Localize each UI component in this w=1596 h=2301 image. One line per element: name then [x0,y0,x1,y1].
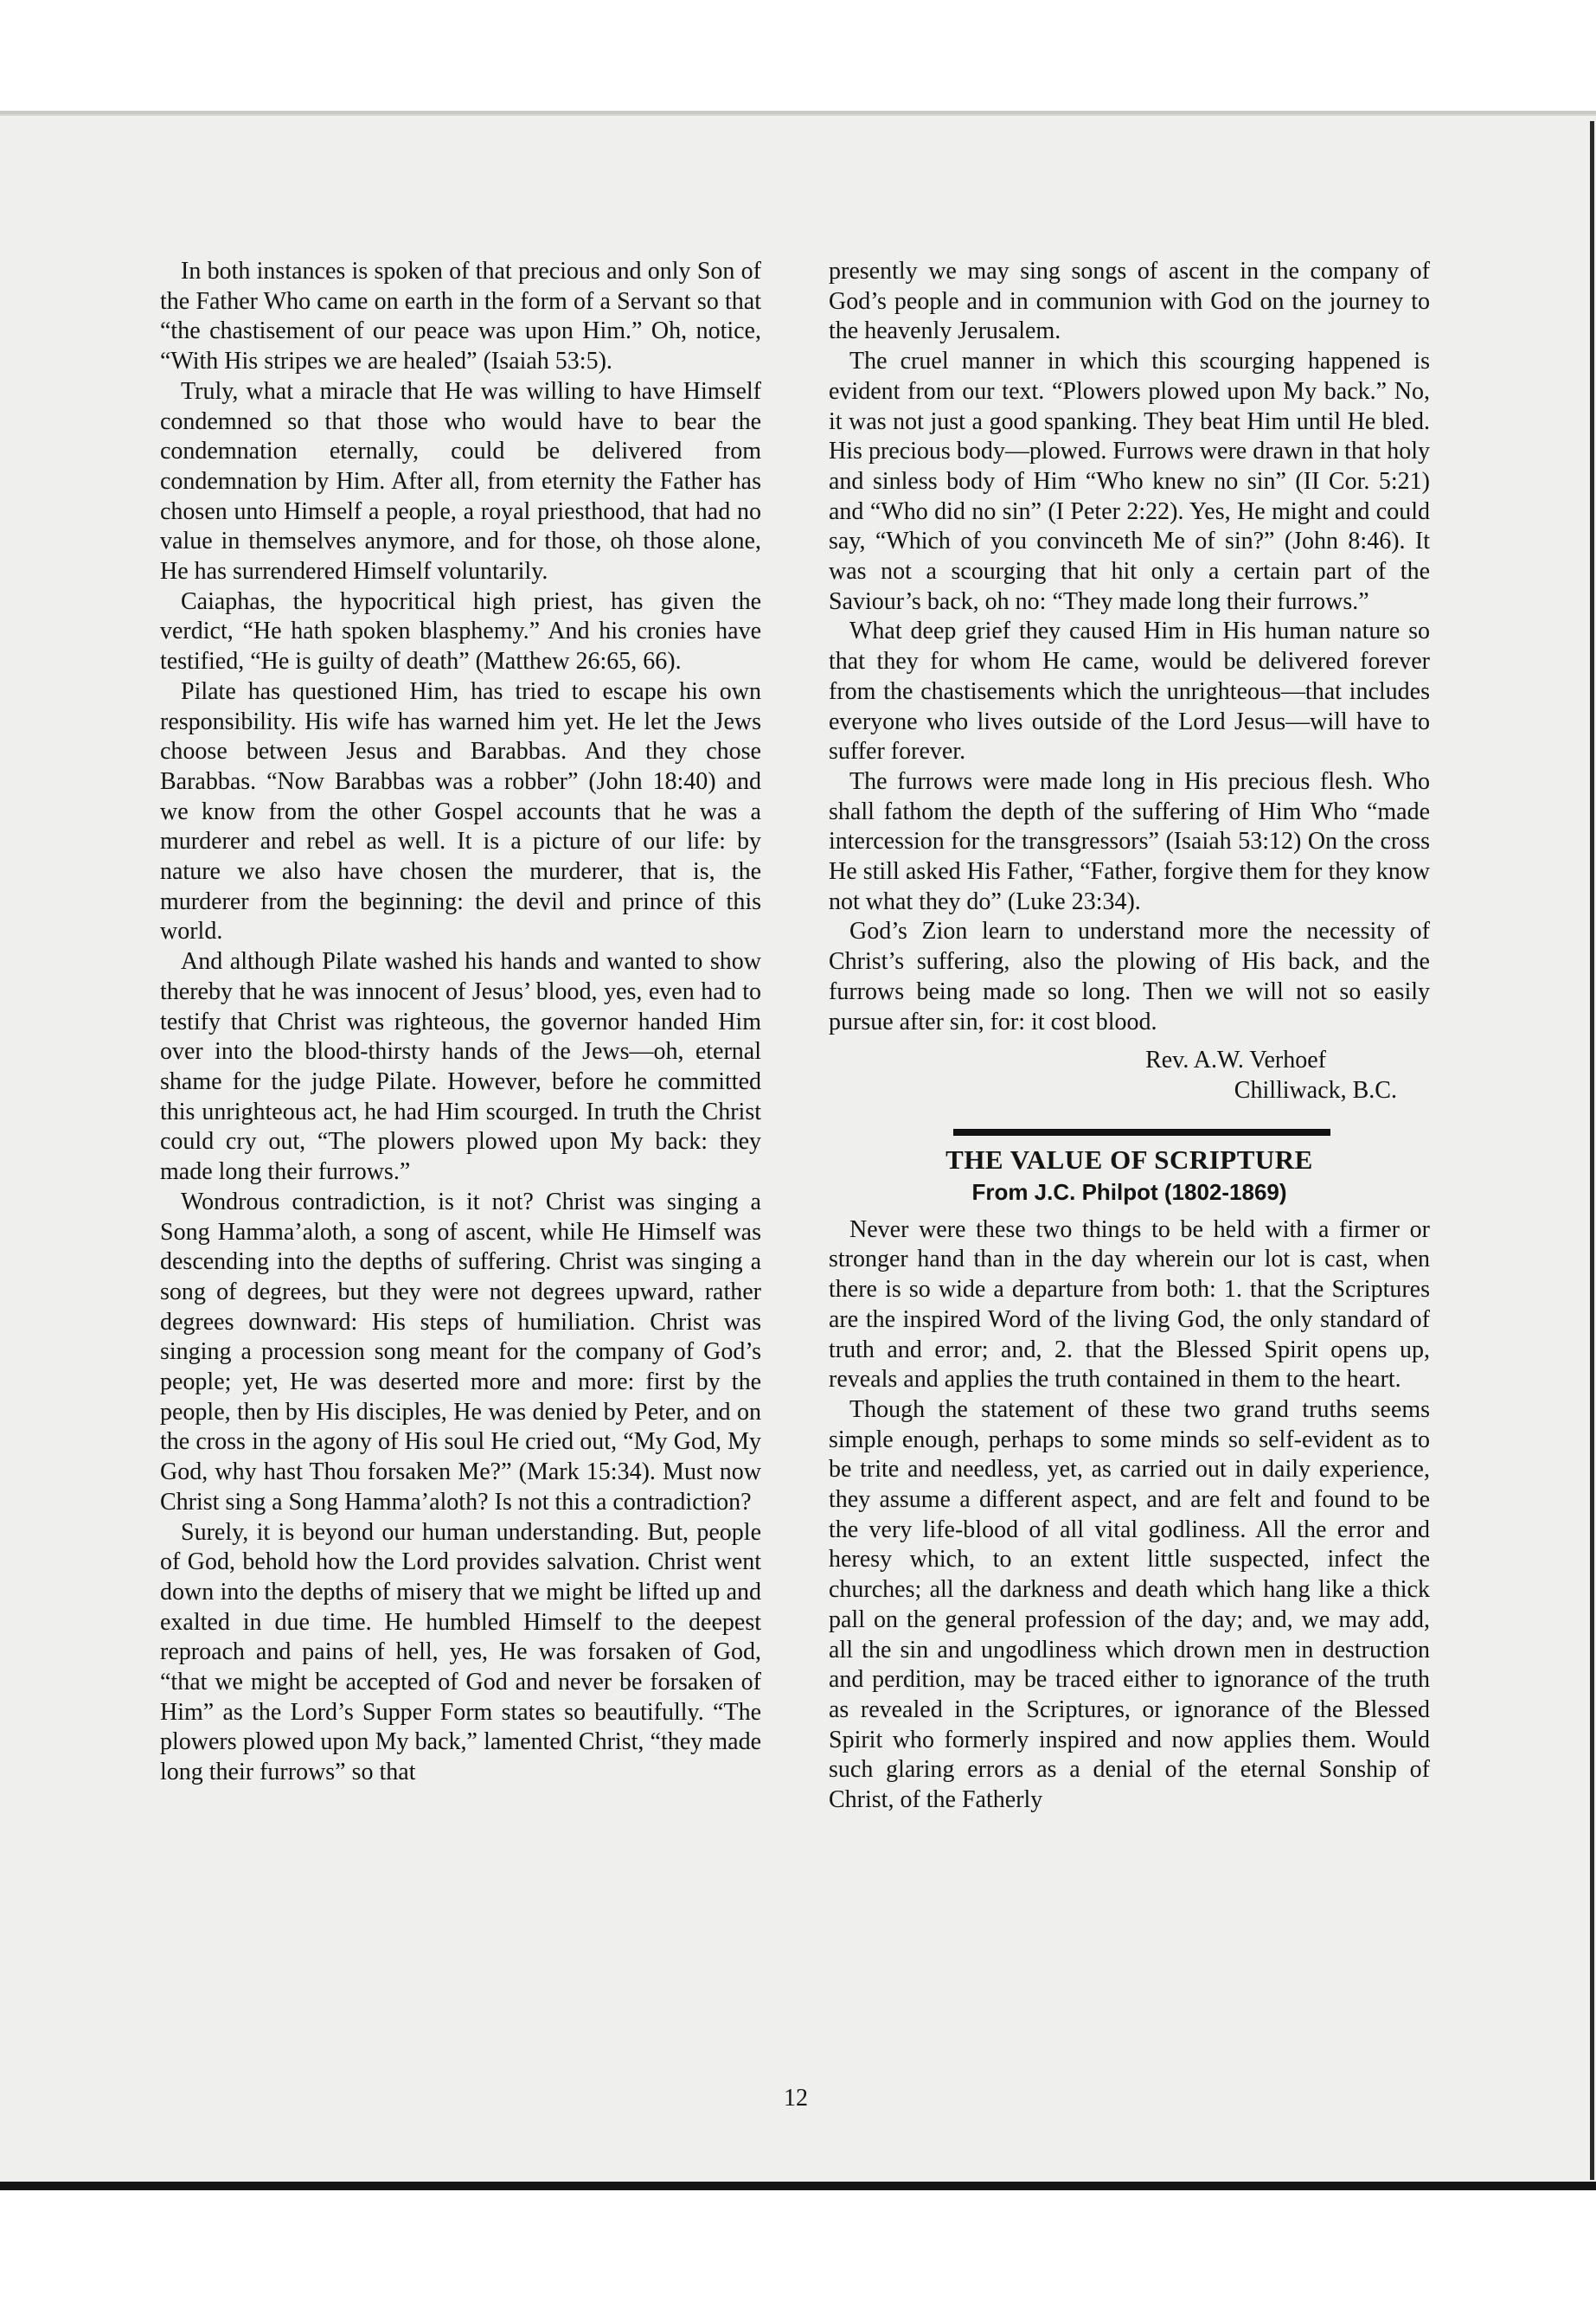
section-title: THE VALUE OF SCRIPTURE [945,1144,1313,1175]
paragraph: Pilate has questioned Him, has tried to escape his own responsibility. His wife has warned him yet. He let the Jews choose between Jesus and Barabbas. And they chose Barabbas. “Now Barabbas was a robber” (John 18:40) and we know from the other Gospel accounts that he was a murderer and rebel as well. It is a picture of our life: by nature we also have chosen the murderer, that is, the murderer from the beginning: the devil and prince of this world. [160,677,761,945]
signature [829,1046,1430,1106]
paragraph: And although Pilate washed his hands and wanted to show thereby that he was innocent of Jesus’ blood, yes, even had to testify that Christ was righteous, the governor handed Him over into the blood-thirsty hands of the Jews—oh, eternal shame for the judge Pilate. However, before he committed this unrighteous act, he had Him scourged. In truth the Christ could cry out, “The plowers plowed upon My back: they made long their furrows.” [160,948,761,1186]
right-column [829,257,1430,1816]
paragraph: Truly, what a miracle that He was willing to have Himself condemned so that those who would have to bear the condemnation eternally, could be delivered from condemnation by Him. After all, from eternity the Father has chosen unto Himself a people, a royal priesthood, that had no value in themselves anymore, and for those, oh those alone, He has surrendered Himself voluntarily. [160,377,761,586]
paragraph: The furrows were made long in His precious flesh. Who shall fathom the depth of the suffering of Him Who “made intercession for the transgressors” (Isaiah 53:12) On the cross He still asked His Father, “Father, forgive them for they know not what they do” (Luke 23:34). [829,767,1430,915]
paragraph: In both instances is spoken of that precious and only Son of the Father Who came on earth in the form of a Servant so that “the chastisement of our peace was upon Him.” Oh, notice, “With His stripes we are healed” (Isaiah 53:5). [160,258,761,375]
bottom-edge [0,2182,1596,2190]
signature-name: Rev. A.W. Verhoef [1145,1047,1326,1074]
paragraph: Wondrous contradiction, is it not? Christ was singing a Song Hamma’aloth, a song of ascent, while He Himself was descending into the depths of suffering. Christ was singing a song of degrees, but they were not degrees upward, rather degrees downward: His steps of humiliation. Christ was singing a procession song meant for the company of God’s people; yet, He was deserted more and more: first by the people, then by His disciples, He was denied by Peter, and on the cross in the agony of His soul He cried out, “My God, My God, why hast Thou forsaken Me?” (Mark 15:34). Must now Christ sing a Song Hamma’aloth? Is not this a contradiction? [160,1188,761,1516]
section-divider [953,1129,1330,1136]
paragraph: What deep grief they caused Him in His human nature so that they for whom He came, would be delivered forever from the chastisements which the unrighteous—that includes everyone who lives outside of the Lord Jesus—will have to suffer forever. [829,618,1430,766]
paragraph: Never were these two things to be held with a firmer or stronger hand than in the day wherein our lot is cast, when there is so wide a departure from both: 1. that the Scriptures are the inspired Word of the living God, the only standard of truth and error; and, 2. that the Blessed Spirit opens up, reveals and applies the truth contained in them to the heart. [829,1215,1430,1394]
paragraph: Surely, it is beyond our human understanding. But, people of God, behold how the Lord provides salvation. Christ went down into the depths of misery that we might be lifted up and exalted in due time. He humbled Himself to the deepest reproach and pains of hell, yes, He was forsaken of God, “that we might be accepted of God and never be forsaken of Him” as the Lord’s Supper Form states so beautifully. “The plowers plowed upon My back,” lamented Christ, “they made long their furrows” so that [160,1518,761,1786]
paragraph: presently we may sing songs of ascent in the company of God’s people and in communion with God on the journey to the heavenly Jerusalem. [829,258,1430,345]
paragraph: Caiaphas, the hypocritical high priest, has given the verdict, “He hath spoken blasphemy.” And his cronies have testified, “He is guilty of death” (Matthew 26:65, 66). [160,587,761,676]
right-edge [1590,121,1594,2180]
left-column [160,257,761,1788]
paragraph: The cruel manner in which this scourging happened is evident from our text. “Plowers plowed upon My back.” No, it was not just a good spanking. They beat Him until He bled. His precious body—plowed. Furrows were drawn in that holy and sinless body of Him “Who knew no sin” (II Cor. 5:21) and “Who did no sin” (I Peter 2:22). Yes, He might and could say, “Which of you convinceth Me of sin?” (John 8:46). It was not a scourging that hit only a certain part of the Saviour’s back, oh no: “They made long their furrows.” [829,348,1430,615]
page-number: 12 [784,2085,808,2112]
section-subtitle: From J.C. Philpot (1802-1869) [971,1178,1287,1205]
signature-place: Chilliwack, B.C. [1234,1076,1397,1104]
paragraph: Though the statement of these two grand truths seems simple enough, perhaps to some minds so self-evident as to be trite and needless, yet, as carried out in daily experience, they assume a different aspect, and are felt and found to be the very life-blood of all vital godliness. All the error and heresy which, to an extent little suspected, infect the churches; all the darkness and death which hang like a thick pall on the general profession of the day; and, we may add, all the sin and ungodliness which drown men in destruction and perdition, may be traced either to ignorance of the truth as revealed in the Scriptures, or ignorance of the Blessed Spirit who formerly inspired and now applies them. Would such glaring errors as a denial of the eternal Sonship of Christ, of the Fatherly [829,1395,1430,1814]
paragraph: God’s Zion learn to understand more the necessity of Christ’s suffering, also the plowing of His back, and the furrows being made so long. Then we will not so easily pursue after sin, for: it cost blood. [829,918,1430,1035]
